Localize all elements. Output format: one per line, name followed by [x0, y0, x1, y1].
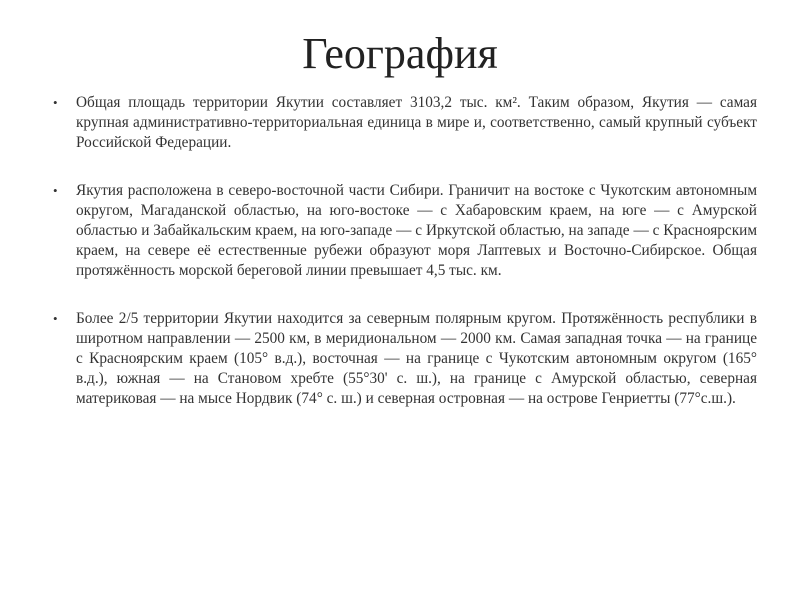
bullet-item-extent: [52, 309, 757, 409]
bullet-item-area: [52, 93, 757, 153]
bullet-list: [52, 93, 757, 437]
slide-title: География: [302, 29, 498, 78]
bullet-text: Более 2/5 территории Якутии находится за северным полярным кругом. Протяжённость республики в широтном направлении — 2500 км, в меридиональном — 2000 км. Самая западная точка — на границе с Красноярским краем (105° в.д.), восточная — на границе с Чукотским автономным округом (165° в.д.), южная — на Становом хребте (55°30' с. ш.), на границе с Амурской областью, северная материковая — на мысе Нордвик (74° с. ш.) и северная островная — на острове Генриетты (77°с.ш.).: [76, 310, 757, 407]
bullet-icon: •: [53, 183, 58, 198]
bullet-text: Якутия расположена в северо-восточной части Сибири. Граничит на востоке с Чукотским автономным округом, Магаданской областью, на юго-востоке — с Хабаровским краем, на юге — с Амурской областью и Забайкальским краем, на юго-западе — с Иркутской областью, на западе — с Красноярским краем, на севере её естественные рубежи образуют моря Лаптевых и Восточно-Сибирское. Общая протяжённость морской береговой линии превышает 4,5 тыс. км.: [76, 182, 757, 279]
bullet-text: Общая площадь территории Якутии составляет 3103,2 тыс. км². Таким образом, Якутия — самая крупная административно-территориальная единица в мире и, соответственно, самый крупный субъект Российской Федерации.: [76, 94, 757, 151]
bullet-icon: •: [53, 95, 58, 110]
bullet-item-borders: [52, 181, 757, 281]
bullet-icon: •: [53, 311, 58, 326]
